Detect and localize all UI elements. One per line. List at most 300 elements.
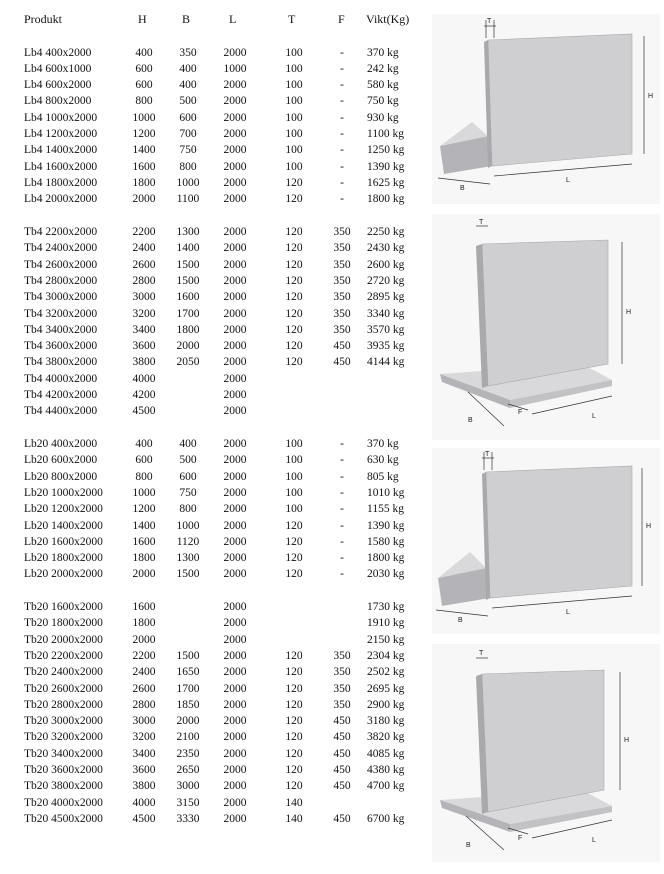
cell-b: 400 bbox=[179, 438, 197, 450]
cell-produkt: Lb20 1600x2000 bbox=[24, 535, 103, 548]
t-wall-drawing bbox=[432, 644, 660, 862]
cell-t: 100 bbox=[285, 95, 303, 108]
table-row bbox=[0, 273, 420, 289]
table-row bbox=[0, 648, 420, 664]
cell-t: 140 bbox=[285, 796, 303, 809]
cell-l: 2000 bbox=[223, 226, 247, 238]
cell-l: 2000 bbox=[223, 715, 247, 728]
table-row bbox=[0, 746, 420, 762]
table-row bbox=[0, 77, 420, 93]
cell-t: 120 bbox=[285, 552, 303, 565]
label-h: H bbox=[626, 309, 632, 316]
cell-produkt: Tb20 1600x2000 bbox=[24, 601, 103, 613]
cell-t: 120 bbox=[285, 747, 303, 760]
cell-h: 1600 bbox=[132, 535, 156, 548]
cell-l: 2000 bbox=[223, 128, 247, 140]
cell-l: 2000 bbox=[223, 470, 247, 483]
cell-b: 1650 bbox=[176, 666, 200, 679]
cell-f: 350 bbox=[333, 323, 351, 336]
label-t: T bbox=[487, 18, 492, 25]
table-row bbox=[0, 61, 420, 77]
cell-b: 2000 bbox=[176, 340, 200, 353]
table-row bbox=[0, 240, 420, 256]
label-f: F bbox=[518, 409, 523, 416]
cell-l: 2000 bbox=[223, 176, 247, 189]
wall-face bbox=[488, 34, 632, 166]
cell-f: 350 bbox=[333, 682, 351, 695]
cell-f: - bbox=[340, 46, 344, 59]
cell-produkt: Tb20 2400x2000 bbox=[24, 666, 103, 679]
cell-produkt: Lb20 600x2000 bbox=[24, 454, 98, 467]
table-row bbox=[0, 159, 420, 175]
cell-produkt: Lb20 1400x2000 bbox=[24, 519, 103, 532]
cell-h: 1400 bbox=[132, 519, 156, 532]
table-row bbox=[0, 436, 420, 452]
cell-produkt: Tb4 2200x2000 bbox=[24, 226, 98, 238]
label-t: T bbox=[479, 650, 484, 657]
cell-b: 350 bbox=[179, 46, 197, 59]
cell-produkt: Tb4 3200x2000 bbox=[24, 307, 98, 320]
cell-b: 1120 bbox=[176, 535, 200, 548]
cell-f: - bbox=[340, 552, 344, 565]
table-row bbox=[0, 778, 420, 794]
cell-l: 1000 bbox=[223, 62, 247, 75]
cell-f: 450 bbox=[333, 731, 351, 744]
cell-vikt: 1800 kg bbox=[367, 552, 405, 565]
cell-vikt: 2600 kg bbox=[367, 258, 405, 271]
cell-h: 3400 bbox=[132, 747, 156, 760]
cell-vikt: 4380 kg bbox=[367, 764, 405, 776]
cell-vikt: 1800 kg bbox=[367, 193, 405, 206]
cell-l: 2000 bbox=[223, 780, 247, 793]
cell-t: 100 bbox=[285, 454, 303, 467]
cell-f: - bbox=[340, 519, 344, 532]
cell-f: - bbox=[340, 503, 344, 516]
wall-face bbox=[482, 240, 608, 386]
cell-produkt: Tb4 2400x2000 bbox=[24, 242, 98, 255]
cell-produkt: Tb20 4000x2000 bbox=[24, 796, 103, 809]
cell-h: 600 bbox=[135, 454, 153, 467]
cell-b: 750 bbox=[179, 486, 197, 499]
l-wall-drawing bbox=[432, 448, 660, 634]
cell-b: 1700 bbox=[176, 307, 200, 320]
cell-produkt: Lb20 800x2000 bbox=[24, 470, 98, 483]
cell-produkt: Tb20 2600x2000 bbox=[24, 682, 103, 695]
cell-vikt: 1100 kg bbox=[367, 128, 404, 140]
cell-f: 350 bbox=[333, 274, 351, 287]
cell-b: 2650 bbox=[176, 764, 200, 776]
cell-h: 4000 bbox=[132, 372, 156, 385]
cell-h: 2600 bbox=[132, 682, 156, 695]
cell-h: 3200 bbox=[132, 731, 156, 744]
table-row bbox=[0, 762, 420, 778]
cell-produkt: Tb4 4200x2000 bbox=[24, 389, 98, 401]
cell-h: 2800 bbox=[132, 698, 156, 711]
cell-b: 1300 bbox=[176, 226, 200, 238]
cell-h: 3000 bbox=[132, 291, 156, 304]
cell-l: 2000 bbox=[223, 731, 247, 744]
cell-h: 3600 bbox=[132, 340, 156, 353]
header-l: L bbox=[229, 12, 237, 26]
cell-t: 100 bbox=[285, 128, 303, 140]
cell-l: 2000 bbox=[223, 291, 247, 304]
cell-b: 2350 bbox=[176, 747, 200, 760]
cell-b: 1850 bbox=[176, 698, 200, 711]
label-l: L bbox=[592, 413, 596, 420]
cell-produkt: Lb4 600x2000 bbox=[24, 79, 92, 92]
cell-vikt: 1155 kg bbox=[367, 503, 404, 516]
cell-b: 400 bbox=[179, 62, 197, 75]
cell-l: 2000 bbox=[223, 193, 247, 206]
cell-produkt: Lb4 1000x2000 bbox=[24, 111, 98, 124]
cell-b: 800 bbox=[179, 160, 197, 173]
cell-t: 100 bbox=[285, 111, 303, 124]
cell-l: 2000 bbox=[223, 46, 247, 59]
cell-h: 2200 bbox=[132, 226, 156, 238]
cell-l: 2000 bbox=[223, 535, 247, 548]
cell-produkt: Lb4 1200x2000 bbox=[24, 128, 98, 140]
cell-h: 1800 bbox=[132, 552, 156, 565]
table-row bbox=[0, 713, 420, 729]
cell-b: 1400 bbox=[176, 242, 200, 255]
cell-b: 600 bbox=[179, 470, 197, 483]
cell-l: 2000 bbox=[223, 764, 247, 776]
cell-vikt: 2895 kg bbox=[367, 291, 405, 304]
cell-produkt: Tb20 2800x2000 bbox=[24, 698, 103, 711]
cell-produkt: Tb20 1800x2000 bbox=[24, 617, 103, 630]
cell-b: 3000 bbox=[176, 780, 200, 793]
cell-l: 2000 bbox=[223, 747, 247, 760]
cell-b: 500 bbox=[179, 95, 197, 108]
cell-f: 350 bbox=[333, 666, 351, 679]
table-row bbox=[0, 175, 420, 191]
cell-f: - bbox=[340, 535, 344, 548]
cell-h: 2400 bbox=[132, 242, 156, 255]
cell-vikt: 2720 kg bbox=[367, 274, 405, 287]
cell-h: 1800 bbox=[132, 617, 156, 630]
cell-produkt: Tb4 4400x2000 bbox=[24, 405, 98, 418]
cell-t: 120 bbox=[285, 323, 303, 336]
cell-b: 800 bbox=[179, 503, 197, 516]
cell-l: 2000 bbox=[223, 95, 247, 108]
cell-f: - bbox=[340, 160, 344, 173]
cell-vikt: 2430 kg bbox=[367, 242, 405, 255]
cell-l: 2000 bbox=[223, 454, 247, 467]
table-row bbox=[0, 729, 420, 745]
cell-produkt: Tb20 2200x2000 bbox=[24, 649, 103, 662]
l-wall-diagram-2 bbox=[432, 448, 660, 634]
cell-h: 400 bbox=[135, 438, 153, 450]
cell-b: 750 bbox=[179, 144, 197, 157]
table-row bbox=[0, 354, 420, 370]
cell-produkt: Lb20 2000x2000 bbox=[24, 568, 103, 581]
cell-h: 1200 bbox=[132, 128, 156, 140]
cell-produkt: Lb20 400x2000 bbox=[24, 438, 98, 450]
cell-f: 350 bbox=[333, 291, 351, 304]
t-wall-diagram-2 bbox=[432, 644, 660, 862]
cell-h: 2000 bbox=[132, 193, 156, 206]
cell-h: 1600 bbox=[132, 601, 156, 613]
cell-b: 500 bbox=[179, 454, 197, 467]
cell-h: 3200 bbox=[132, 307, 156, 320]
cell-produkt: Tb4 3000x2000 bbox=[24, 291, 98, 304]
header-h: H bbox=[138, 12, 147, 26]
cell-t: 100 bbox=[285, 503, 303, 516]
cell-h: 2000 bbox=[132, 633, 156, 646]
cell-l: 2000 bbox=[223, 258, 247, 271]
cell-produkt: Lb4 1800x2000 bbox=[24, 176, 98, 189]
l-wall-diagram-1 bbox=[432, 14, 660, 204]
cell-b: 600 bbox=[179, 111, 197, 124]
cell-h: 2000 bbox=[132, 568, 156, 581]
table-row bbox=[0, 566, 420, 582]
cell-f: - bbox=[340, 111, 344, 124]
cell-vikt: 4144 kg bbox=[367, 356, 405, 369]
cell-h: 4500 bbox=[132, 812, 156, 825]
cell-l: 2000 bbox=[223, 486, 247, 499]
table-row bbox=[0, 371, 420, 387]
cell-h: 3000 bbox=[132, 715, 156, 728]
cell-b: 1800 bbox=[176, 323, 200, 336]
table-row bbox=[0, 534, 420, 550]
cell-f: 350 bbox=[333, 226, 351, 238]
cell-l: 2000 bbox=[223, 307, 247, 320]
cell-produkt: Lb4 2000x2000 bbox=[24, 193, 98, 206]
cell-f: 350 bbox=[333, 242, 351, 255]
cell-produkt: Lb4 400x2000 bbox=[24, 46, 92, 59]
cell-vikt: 805 kg bbox=[367, 470, 399, 483]
cell-h: 400 bbox=[135, 46, 153, 59]
cell-h: 3600 bbox=[132, 764, 156, 776]
cell-f: - bbox=[340, 95, 344, 108]
table-row bbox=[0, 338, 420, 354]
cell-produkt: Lb4 1400x2000 bbox=[24, 144, 98, 157]
cell-l: 2000 bbox=[223, 79, 247, 92]
cell-vikt: 370 kg bbox=[367, 438, 399, 450]
cell-f: 450 bbox=[333, 812, 351, 825]
cell-b: 1500 bbox=[176, 258, 200, 271]
cell-h: 4000 bbox=[132, 796, 156, 809]
cell-vikt: 2695 kg bbox=[367, 682, 405, 695]
table-row bbox=[0, 191, 420, 207]
cell-h: 3400 bbox=[132, 323, 156, 336]
cell-produkt: Tb4 3400x2000 bbox=[24, 323, 98, 336]
label-f: F bbox=[518, 835, 523, 842]
cell-vikt: 4085 kg bbox=[367, 747, 405, 760]
cell-produkt: Tb20 3800x2000 bbox=[24, 780, 103, 793]
cell-b: 2100 bbox=[176, 731, 200, 744]
cell-t: 120 bbox=[285, 226, 303, 238]
cell-l: 2000 bbox=[223, 666, 247, 679]
cell-t: 100 bbox=[285, 438, 303, 450]
cell-vikt: 2900 kg bbox=[367, 698, 405, 711]
table-row bbox=[0, 469, 420, 485]
cell-l: 2000 bbox=[223, 372, 247, 385]
cell-f: 450 bbox=[333, 764, 351, 776]
cell-t: 120 bbox=[285, 682, 303, 695]
wall-face bbox=[482, 670, 604, 812]
cell-b: 1300 bbox=[176, 552, 200, 565]
cell-t: 100 bbox=[285, 79, 303, 92]
label-t: T bbox=[485, 451, 490, 458]
cell-h: 2600 bbox=[132, 258, 156, 271]
cell-l: 2000 bbox=[223, 812, 247, 825]
cell-f: 350 bbox=[333, 307, 351, 320]
cell-f: 450 bbox=[333, 356, 351, 369]
cell-vikt: 2150 kg bbox=[367, 633, 405, 646]
cell-produkt: Tb20 3000x2000 bbox=[24, 715, 103, 728]
cell-b: 1000 bbox=[176, 176, 200, 189]
cell-b: 1500 bbox=[176, 274, 200, 287]
table-row bbox=[0, 681, 420, 697]
cell-h: 800 bbox=[135, 470, 153, 483]
cell-vikt: 2304 kg bbox=[367, 649, 405, 662]
cell-h: 3800 bbox=[132, 780, 156, 793]
label-l: L bbox=[566, 609, 570, 616]
cell-t: 120 bbox=[285, 535, 303, 548]
cell-h: 1000 bbox=[132, 111, 156, 124]
cell-produkt: Lb20 1000x2000 bbox=[24, 486, 103, 499]
table-row bbox=[0, 126, 420, 142]
table-row bbox=[0, 615, 420, 631]
cell-t: 120 bbox=[285, 176, 303, 189]
header-vikt: Vikt(Kg) bbox=[366, 12, 410, 26]
table-row bbox=[0, 599, 420, 615]
cell-vikt: 242 kg bbox=[367, 62, 399, 75]
cell-vikt: 1730 kg bbox=[367, 601, 405, 613]
cell-f: - bbox=[340, 176, 344, 189]
cell-f: 450 bbox=[333, 340, 351, 353]
cell-l: 2000 bbox=[223, 323, 247, 336]
cell-l: 2000 bbox=[223, 242, 247, 255]
cell-f: 450 bbox=[333, 780, 351, 793]
label-b: B bbox=[460, 185, 465, 192]
cell-t: 100 bbox=[285, 470, 303, 483]
cell-produkt: Lb20 1800x2000 bbox=[24, 552, 103, 565]
cell-b: 1500 bbox=[176, 649, 200, 662]
cell-f: - bbox=[340, 454, 344, 467]
cell-h: 1200 bbox=[132, 503, 156, 516]
cell-produkt: Tb4 3800x2000 bbox=[24, 356, 98, 369]
cell-l: 2000 bbox=[223, 617, 247, 630]
cell-t: 120 bbox=[285, 780, 303, 793]
cell-t: 120 bbox=[285, 568, 303, 581]
table-row bbox=[0, 306, 420, 322]
table-row bbox=[0, 93, 420, 109]
cell-b: 3330 bbox=[176, 812, 200, 825]
label-b: B bbox=[458, 617, 463, 624]
cell-b: 1100 bbox=[176, 193, 200, 206]
cell-t: 120 bbox=[285, 291, 303, 304]
cell-l: 2000 bbox=[223, 796, 247, 809]
cell-l: 2000 bbox=[223, 405, 247, 418]
label-h: H bbox=[624, 737, 630, 744]
cell-h: 4200 bbox=[132, 389, 156, 401]
cell-t: 100 bbox=[285, 46, 303, 59]
cell-t: 120 bbox=[285, 193, 303, 206]
table-row bbox=[0, 550, 420, 566]
cell-vikt: 3570 kg bbox=[367, 323, 405, 336]
cell-l: 2000 bbox=[223, 649, 247, 662]
cell-f: - bbox=[340, 144, 344, 157]
cell-t: 120 bbox=[285, 731, 303, 744]
cell-l: 2000 bbox=[223, 682, 247, 695]
cell-vikt: 2030 kg bbox=[367, 568, 405, 581]
cell-t: 120 bbox=[285, 258, 303, 271]
cell-vikt: 2250 kg bbox=[367, 226, 405, 238]
cell-l: 2000 bbox=[223, 519, 247, 532]
header-t: T bbox=[288, 12, 296, 26]
cell-produkt: Tb4 3600x2000 bbox=[24, 340, 98, 353]
cell-produkt: Tb20 3400x2000 bbox=[24, 747, 103, 760]
cell-l: 2000 bbox=[223, 340, 247, 353]
cell-vikt: 1010 kg bbox=[367, 486, 405, 499]
cell-t: 120 bbox=[285, 340, 303, 353]
table-row bbox=[0, 45, 420, 61]
cell-l: 2000 bbox=[223, 274, 247, 287]
cell-f: 450 bbox=[333, 747, 351, 760]
cell-l: 2000 bbox=[223, 503, 247, 516]
cell-t: 120 bbox=[285, 698, 303, 711]
cell-l: 2000 bbox=[223, 633, 247, 646]
label-l: L bbox=[592, 837, 596, 844]
cell-h: 2400 bbox=[132, 666, 156, 679]
cell-h: 600 bbox=[135, 62, 153, 75]
table-row bbox=[0, 518, 420, 534]
cell-t: 140 bbox=[285, 812, 303, 825]
label-h: H bbox=[648, 93, 654, 100]
cell-f: 450 bbox=[333, 715, 351, 728]
cell-t: 100 bbox=[285, 144, 303, 157]
cell-h: 2800 bbox=[132, 274, 156, 287]
cell-vikt: 3820 kg bbox=[367, 731, 405, 744]
cell-h: 3800 bbox=[132, 356, 156, 369]
cell-produkt: Tb20 3200x2000 bbox=[24, 731, 103, 744]
table-row bbox=[0, 224, 420, 240]
cell-f: 350 bbox=[333, 649, 351, 662]
cell-t: 100 bbox=[285, 160, 303, 173]
cell-b: 1600 bbox=[176, 291, 200, 304]
table-row bbox=[0, 110, 420, 126]
cell-t: 120 bbox=[285, 666, 303, 679]
cell-t: 120 bbox=[285, 764, 303, 776]
table-row bbox=[0, 485, 420, 501]
cell-h: 1800 bbox=[132, 176, 156, 189]
cell-l: 2000 bbox=[223, 111, 247, 124]
cell-h: 2200 bbox=[132, 649, 156, 662]
cell-f: - bbox=[340, 568, 344, 581]
table-row bbox=[0, 387, 420, 403]
table-row bbox=[0, 322, 420, 338]
cell-vikt: 6700 kg bbox=[367, 812, 405, 825]
wall-face bbox=[486, 466, 632, 598]
cell-produkt: Lb20 1200x2000 bbox=[24, 503, 103, 516]
cell-f: - bbox=[340, 62, 344, 75]
cell-produkt: Tb20 4500x2000 bbox=[24, 812, 103, 825]
cell-t: 120 bbox=[285, 649, 303, 662]
cell-f: 350 bbox=[333, 258, 351, 271]
cell-produkt: Lb4 1600x2000 bbox=[24, 160, 98, 173]
cell-vikt: 930 kg bbox=[367, 111, 399, 124]
label-t: T bbox=[479, 219, 484, 226]
cell-t: 120 bbox=[285, 274, 303, 287]
cell-b: 3150 bbox=[176, 796, 200, 809]
cell-h: 800 bbox=[135, 95, 153, 108]
cell-b: 400 bbox=[179, 79, 197, 92]
cell-t: 120 bbox=[285, 242, 303, 255]
label-h: H bbox=[646, 523, 652, 530]
cell-vikt: 1910 kg bbox=[367, 617, 405, 630]
